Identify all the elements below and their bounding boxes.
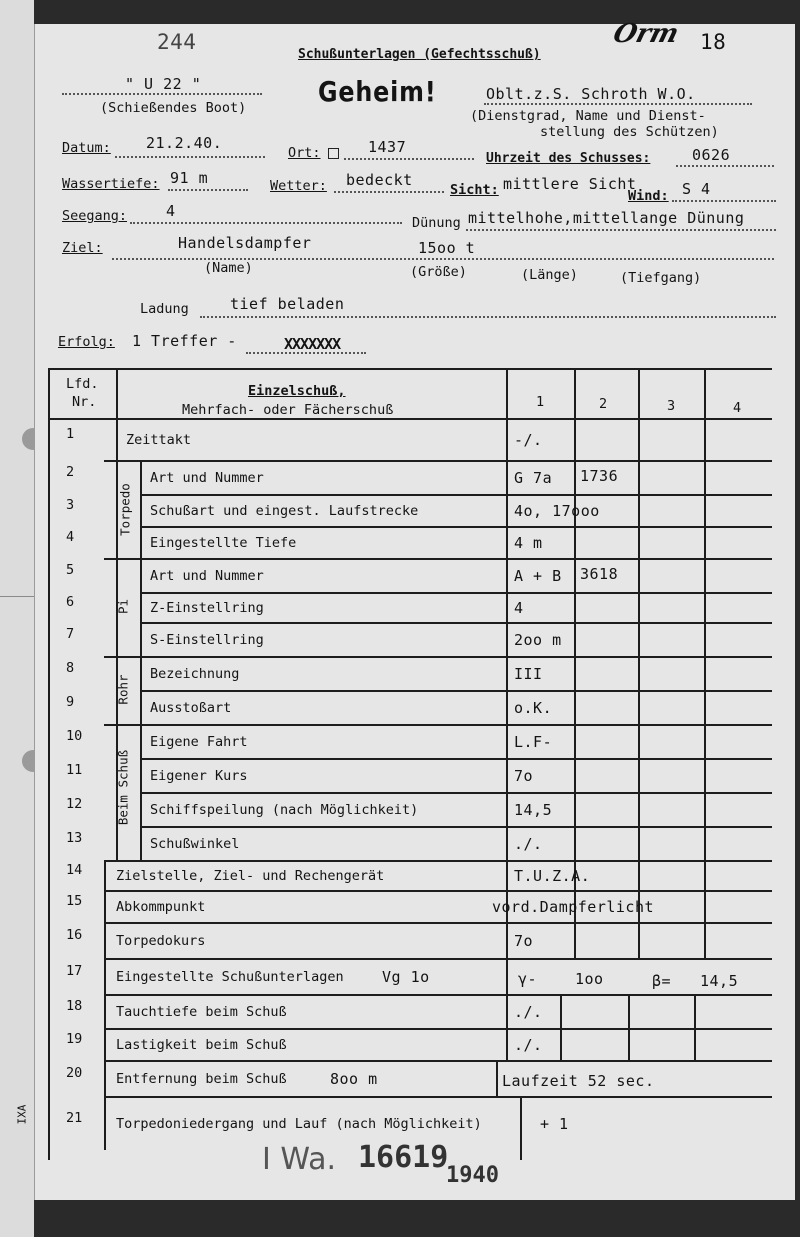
row-number: 7 xyxy=(66,626,75,642)
col-header-3: 3 xyxy=(667,398,676,414)
row-beta-value: 14,5 xyxy=(700,972,739,990)
row-number: 2 xyxy=(66,464,75,480)
group-pi: Pi xyxy=(115,598,131,615)
ladung-value: tief beladen xyxy=(230,295,345,313)
ort-label: Ort: xyxy=(288,145,321,161)
row-number: 17 xyxy=(66,963,83,979)
row-label: Schiffspeilung (nach Möglichkeit) xyxy=(150,802,419,818)
mehrfach-header: Mehrfach- oder Fächerschuß xyxy=(182,402,394,418)
row-label: Eingestellte Tiefe xyxy=(150,535,297,551)
row-value-col1: 7o xyxy=(514,767,534,785)
row-value-col1: 2oo m xyxy=(514,631,562,649)
secret-heading: Geheim! xyxy=(318,75,437,108)
row-value-col1: ./. xyxy=(514,1036,543,1054)
row-number: 10 xyxy=(66,728,83,744)
left-margin-strip xyxy=(0,0,34,1237)
wind-label: Wind: xyxy=(628,188,669,204)
col-header-2: 2 xyxy=(599,396,608,412)
row-laufzeit: Laufzeit 52 sec. xyxy=(502,1072,655,1090)
archive-stamp-number: 16619 xyxy=(358,1140,449,1175)
ziel-label: Ziel: xyxy=(62,240,103,256)
row-label: Z-Einstellring xyxy=(150,600,264,616)
row-label: Eingestellte Schußunterlagen xyxy=(116,969,344,985)
row-number: 1 xyxy=(66,426,75,442)
seegang-value: 4 xyxy=(166,202,176,220)
ladung-label: Ladung xyxy=(140,301,189,317)
boat-label: (Schießendes Boot) xyxy=(100,100,247,116)
boat-value: " U 22 " xyxy=(125,75,202,93)
group-beim-schuss: Beim Schuß xyxy=(115,749,131,826)
row-label: Schußart und eingest. Laufstrecke xyxy=(150,503,419,519)
row-number: 13 xyxy=(66,830,83,846)
row-value-col1: 14,5 xyxy=(514,801,553,819)
row-value-col2: 3618 xyxy=(580,565,619,583)
row-number: 5 xyxy=(66,562,75,578)
sicht-label: Sicht: xyxy=(450,182,499,198)
tiefgang-label: (Tiefgang) xyxy=(620,270,702,286)
ort-value: 1437 xyxy=(368,138,407,156)
row-number: 3 xyxy=(66,497,75,513)
row-gamma-label: γ- xyxy=(518,970,538,988)
wassertiefe-label: Wassertiefe: xyxy=(62,176,160,192)
row-value-col1: 4 m xyxy=(514,534,543,552)
shooter-label-1: (Dienstgrad, Name und Dienst- xyxy=(470,108,706,124)
ort-box-icon xyxy=(328,145,339,161)
row-label: Art und Nummer xyxy=(150,470,264,486)
row-number: 11 xyxy=(66,762,83,778)
laenge-label: (Länge) xyxy=(521,267,578,283)
shooter-value: Oblt.z.S. Schroth W.O. xyxy=(486,85,696,103)
row-label: Torpedokurs xyxy=(116,933,206,949)
row-number: 4 xyxy=(66,529,75,545)
row-label: Bezeichnung xyxy=(150,666,240,682)
shooter-label-2: stellung des Schützen) xyxy=(540,124,719,140)
group-torpedo: Torpedo xyxy=(117,483,133,536)
sheet-number: 18 xyxy=(700,30,727,54)
datum-value: 21.2.40. xyxy=(146,134,223,152)
row-number: 18 xyxy=(66,998,83,1014)
document-title: Schußunterlagen (Gefechtsschuß) xyxy=(298,47,541,62)
row-label: Torpedoniedergang und Lauf (nach Möglichkeit) xyxy=(116,1116,482,1132)
row-value-col1: -/. xyxy=(514,431,543,449)
name-label: (Name) xyxy=(204,260,253,276)
groesse-value: 15oo t xyxy=(418,239,476,257)
erfolg-label: Erfolg: xyxy=(58,334,115,350)
wetter-label: Wetter: xyxy=(270,178,327,194)
row-label: Lastigkeit beim Schuß xyxy=(116,1037,287,1053)
row-gamma-value: 1oo xyxy=(575,970,604,988)
datum-label: Datum: xyxy=(62,140,111,156)
uhrzeit-value: 0626 xyxy=(692,146,731,164)
row-number: 16 xyxy=(66,927,83,943)
row-value-col2: 1736 xyxy=(580,467,619,485)
row-label: Schußwinkel xyxy=(150,836,240,852)
row-beta-label: β= xyxy=(652,972,672,990)
wind-value: S 4 xyxy=(682,180,711,198)
row-number: 15 xyxy=(66,893,83,909)
row-number: 19 xyxy=(66,1031,83,1047)
row-label: S-Einstellring xyxy=(150,632,264,648)
margin-mark: IXA xyxy=(15,1104,29,1125)
col-header-4: 4 xyxy=(733,400,742,416)
fold-line xyxy=(0,596,34,597)
row-label: Zielstelle, Ziel- und Rechengerät xyxy=(116,868,385,884)
row-value-col1: ./. xyxy=(514,1003,543,1021)
row-value-col1: 7o xyxy=(514,932,534,950)
row-value-col1: 4o, 17ooo xyxy=(514,502,600,520)
row-label: Ausstoßart xyxy=(150,700,232,716)
sicht-value: mittlere Sicht xyxy=(503,175,637,193)
signature: Orm xyxy=(609,19,682,49)
row-number: 21 xyxy=(66,1110,83,1126)
row-number: 20 xyxy=(66,1065,83,1081)
wetter-value: bedeckt xyxy=(346,171,413,189)
row-value-col1: T.U.Z.A. xyxy=(514,867,591,885)
erfolg-struck-text: XXXXXXX xyxy=(284,335,341,353)
row-number: 14 xyxy=(66,862,83,878)
groesse-label: (Größe) xyxy=(410,264,467,280)
row-value-col1: + 1 xyxy=(540,1115,569,1133)
nr-header: Nr. xyxy=(72,394,97,410)
row-number: 9 xyxy=(66,694,75,710)
col-header-1: 1 xyxy=(536,394,545,410)
lfd-header: Lfd. xyxy=(66,376,99,392)
row-value-col1: vord.Dampferlicht xyxy=(492,898,655,916)
row-number: 12 xyxy=(66,796,83,812)
row-number: 6 xyxy=(66,594,75,610)
row-number: 8 xyxy=(66,660,75,676)
row-label: Art und Nummer xyxy=(150,568,264,584)
row-label: Tauchtiefe beim Schuß xyxy=(116,1004,287,1020)
row-label: Zeittakt xyxy=(126,432,192,448)
row-label: Eigener Kurs xyxy=(150,768,248,784)
duenung-label: Dünung xyxy=(412,215,461,231)
row-label: Abkommpunkt xyxy=(116,899,206,915)
uhrzeit-label: Uhrzeit des Schusses: xyxy=(486,151,651,166)
page-number: 244 xyxy=(157,30,197,54)
einzelschuss-header: Einzelschuß, xyxy=(248,383,346,399)
duenung-value: mittelhohe,mittellange Dünung xyxy=(468,209,745,227)
archive-stamp: I Wa. xyxy=(262,1142,337,1177)
row-value-col1: o.K. xyxy=(514,699,553,717)
row-value-col1: A + B xyxy=(514,567,562,585)
row-value-col1: L.F- xyxy=(514,733,553,751)
row-vg-value: Vg 1o xyxy=(382,968,430,986)
row-value-col1: 8oo m xyxy=(330,1070,378,1088)
wassertiefe-value: 91 m xyxy=(170,169,209,187)
row-value-col1: ./. xyxy=(514,835,543,853)
row-value-col1: G 7a xyxy=(514,469,553,487)
seegang-label: Seegang: xyxy=(62,208,128,224)
row-label: Entfernung beim Schuß xyxy=(116,1071,287,1087)
archive-stamp-year: 1940 xyxy=(446,1163,499,1188)
row-label: Eigene Fahrt xyxy=(150,734,248,750)
row-value-col1: III xyxy=(514,665,543,683)
group-rohr: Rohr xyxy=(115,674,131,705)
erfolg-value: 1 Treffer - xyxy=(132,332,237,350)
ziel-value: Handelsdampfer xyxy=(178,234,312,252)
row-value-col1: 4 xyxy=(514,599,524,617)
